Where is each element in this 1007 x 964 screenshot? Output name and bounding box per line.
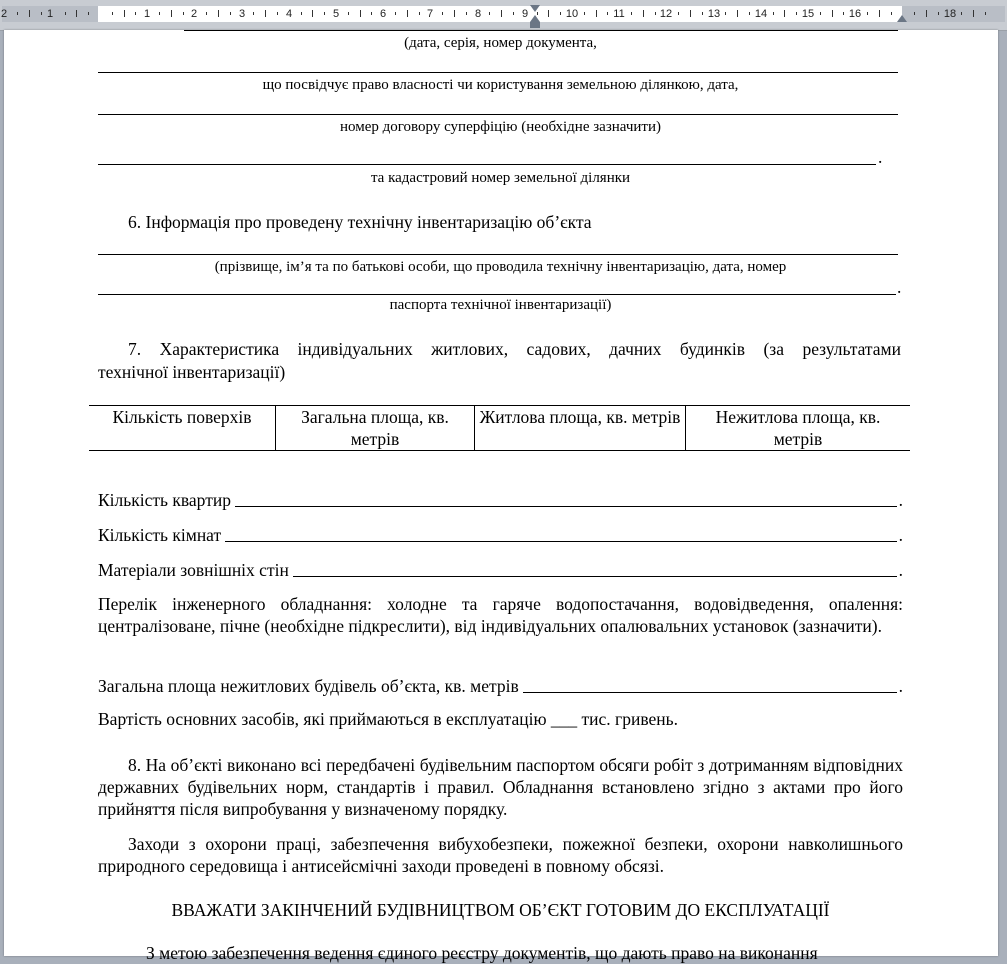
- ruler-tick: [124, 10, 125, 17]
- caption-doc-date: (дата, серія, номер документа,: [404, 35, 597, 51]
- table-header-cell: Загальна площа, кв. метрів: [276, 406, 475, 451]
- table-header-cell: Кількість поверхів: [89, 406, 276, 451]
- line-end-dot: .: [898, 490, 903, 510]
- caption-right: що посвідчує право власності чи користування земельною ділянкою, дата,: [262, 77, 739, 93]
- ruler-tick: [65, 12, 66, 15]
- ruler-tick: [489, 12, 490, 15]
- ruler-tick: [607, 12, 608, 15]
- ruler-number: 10: [565, 8, 579, 20]
- characteristics-table: [89, 405, 910, 451]
- ruler-number: 11: [613, 8, 625, 20]
- ruler-tick: [206, 12, 207, 15]
- field-blank[interactable]: [523, 677, 897, 693]
- ruler-tick: [737, 10, 738, 17]
- ruler-tick: [360, 10, 361, 17]
- ruler-tick: [454, 10, 455, 17]
- ruler-tick: [407, 10, 408, 17]
- ruler-number: 18: [943, 8, 957, 20]
- ruler-tick: [914, 12, 915, 15]
- underline-field: [98, 254, 898, 255]
- line-end-dot: .: [898, 525, 903, 545]
- ruler-tick: [395, 12, 396, 15]
- ruler-tick: [76, 10, 77, 17]
- ruler-tick: [725, 12, 726, 15]
- field-nonresidential-area[interactable]: [98, 675, 903, 697]
- right-indent-marker[interactable]: [897, 15, 907, 22]
- caption-cadastral: та кадастровий номер земельної ділянки: [370, 170, 631, 186]
- ruler-tick: [749, 12, 750, 15]
- ruler-tick: [88, 12, 89, 15]
- section-8-paragraph: 8. На об’єкті виконано всі передбачені будівельним паспортом обсяги робіт з дотриманням відповідних державних будівельних норм, стандартів і правил. Обладнання встановлено згідно з актами про його прийняття після випробування у визначеному порядку.: [98, 755, 903, 819]
- ruler-tick: [584, 12, 585, 15]
- ruler-tick: [796, 12, 797, 15]
- underline-field: [98, 114, 898, 115]
- ruler-number: 5: [332, 8, 340, 20]
- ruler-tick: [820, 12, 821, 15]
- ruler-number: 16: [848, 8, 862, 20]
- ruler-tick: [466, 12, 467, 15]
- ruler-tick: [324, 12, 325, 15]
- ruler-number: 3: [238, 8, 246, 20]
- ruler-tick: [690, 10, 691, 17]
- section-7-line-2: технічної інвентаризації): [98, 362, 286, 382]
- line-end-dot: .: [878, 147, 883, 167]
- ruler-tick: [643, 10, 644, 17]
- field-walls[interactable]: [98, 559, 903, 581]
- section-6-title: 6. Інформація про проведену технічну інвентаризацію об’єкта: [128, 212, 592, 232]
- field-label: Кількість кімнат: [98, 525, 222, 545]
- ruler-number: 8: [474, 8, 482, 20]
- underline-field: [98, 72, 898, 73]
- ruler-tick: [596, 10, 597, 17]
- ruler-number: 2: [0, 8, 8, 20]
- caption-contract: номер договору суперфіцію (необхідне зазначити): [340, 119, 661, 135]
- ruler-tick: [135, 12, 136, 15]
- ruler-number: 12: [659, 8, 673, 20]
- ruler-tick: [301, 12, 302, 15]
- ruler-number: 13: [707, 8, 721, 20]
- ruler-number: 1: [46, 8, 54, 20]
- ruler-tick: [348, 12, 349, 15]
- underline-field: [98, 164, 876, 165]
- field-blank[interactable]: [293, 561, 897, 577]
- conclusion-heading: ВВАЖАТИ ЗАКІНЧЕНИЙ БУДІВНИЦТВОМ ОБ’ЄКТ ГОТОВИМ ДО ЕКСПЛУАТАЦІЇ: [171, 900, 830, 920]
- ruler-tick: [371, 12, 372, 15]
- line-end-dot: .: [898, 676, 903, 696]
- ruler-tick: [832, 10, 833, 17]
- ruler-tick: [17, 12, 18, 15]
- ruler-tick: [973, 10, 974, 17]
- table-header-cell: Житлова площа, кв. метрів: [475, 406, 686, 451]
- ruler-tick: [171, 10, 172, 17]
- line-end-dot: .: [897, 277, 902, 297]
- ruler-number: 4: [285, 8, 293, 20]
- left-indent-marker[interactable]: [530, 22, 540, 28]
- ruler-tick: [867, 12, 868, 15]
- ruler-tick: [112, 12, 113, 15]
- ruler-tick: [678, 12, 679, 15]
- ruler-tick: [961, 12, 962, 15]
- ruler-tick: [702, 12, 703, 15]
- ruler-number: 15: [801, 8, 815, 20]
- ruler-tick: [265, 10, 266, 17]
- underline-top: [184, 30, 898, 31]
- last-paragraph-partial: З метою забезпечення ведення єдиного реєстру документів, що дають право на виконання: [146, 943, 818, 963]
- ruler-tick: [230, 12, 231, 15]
- field-apartments[interactable]: [98, 489, 903, 511]
- table-header-cell: Нежитлова площа, кв. метрів: [686, 406, 911, 451]
- table-header-row: [89, 406, 910, 451]
- first-line-indent-marker[interactable]: [530, 5, 540, 12]
- field-blank[interactable]: [235, 491, 897, 507]
- ruler-tick: [253, 12, 254, 15]
- hanging-indent-marker[interactable]: [530, 15, 540, 22]
- field-rooms[interactable]: [98, 524, 903, 546]
- ruler-tick: [29, 10, 30, 17]
- ruler-tick: [784, 10, 785, 17]
- ruler-tick: [560, 12, 561, 15]
- field-label: Загальна площа нежитлових будівель об’єкта, кв. метрів: [98, 676, 519, 696]
- ruler-tick: [277, 12, 278, 15]
- ruler-tick: [442, 12, 443, 15]
- ruler-number: 1: [143, 8, 151, 20]
- ruler-tick: [218, 10, 219, 17]
- field-label: Кількість квартир: [98, 490, 231, 510]
- ruler-tick: [773, 12, 774, 15]
- ruler-tick: [159, 12, 160, 15]
- horizontal-ruler[interactable]: [0, 0, 1007, 31]
- ruler-tick: [501, 10, 502, 17]
- line-end-dot: .: [898, 560, 903, 580]
- ruler-number: 9: [521, 8, 529, 20]
- ruler-tick: [926, 10, 927, 17]
- ruler-tick: [985, 12, 986, 15]
- ruler-tick: [631, 12, 632, 15]
- safety-paragraph: Заходи з охорони праці, забезпечення вибухобезпеки, пожежної безпеки, охорони навколишнього природного середовища і антисейсмічні заходи проведені в повному обсязі.: [98, 834, 903, 876]
- ruler-tick: [938, 12, 939, 15]
- ruler-tick: [843, 12, 844, 15]
- assets-paragraph: Вартість основних засобів, які приймаються в експлуатацію ___ тис. гривень.: [98, 709, 678, 729]
- ruler-tick: [312, 10, 313, 17]
- ruler-tick: [548, 10, 549, 17]
- document-page[interactable]: [4, 30, 998, 963]
- ruler-number: 2: [190, 8, 198, 20]
- ruler-number: 14: [754, 8, 768, 20]
- ruler-number: 6: [379, 8, 387, 20]
- field-blank[interactable]: [225, 526, 896, 542]
- section-7-line-1: 7. Характеристика індивідуальних житлових, садових, дачних будинків (за результатами: [128, 339, 901, 359]
- ruler-tick: [879, 10, 880, 17]
- ruler-tick: [891, 12, 892, 15]
- caption-inventory-person: (прізвище, ім’я та по батькові особи, що проводила технічну інвентаризацію, дата, номер: [214, 259, 787, 275]
- caption-passport: паспорта технічної інвентаризації): [389, 297, 612, 313]
- ruler-tick: [513, 12, 514, 15]
- equipment-paragraph: Перелік інженерного обладнання: холодне та гаряче водопостачання, водовідведення, опалення: централізоване, пічне (необхідне підкреслити), від індивідуальних опалювальних установок (зазначити).: [98, 594, 903, 636]
- field-label: Матеріали зовнішніх стін: [98, 560, 289, 580]
- ruler-number: 7: [426, 8, 434, 20]
